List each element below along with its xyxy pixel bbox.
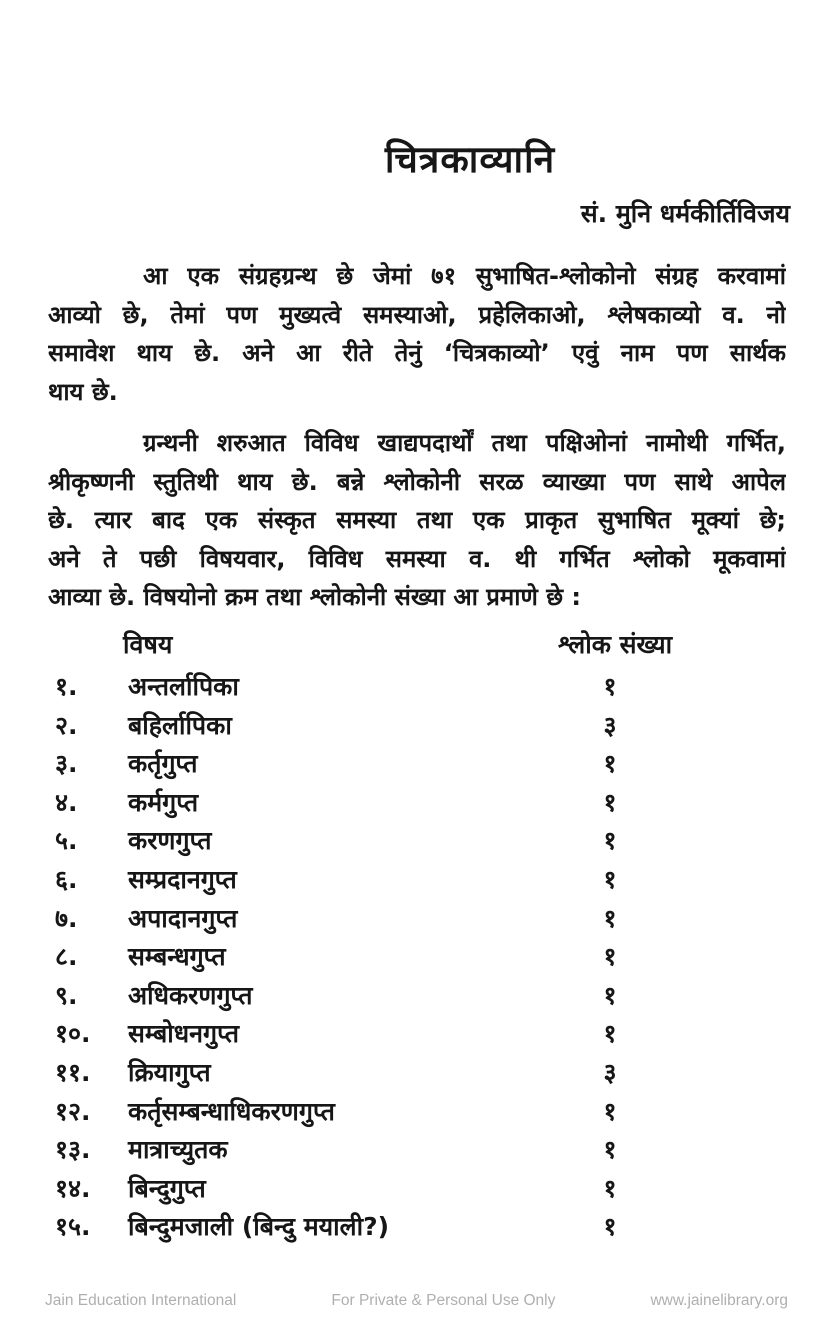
toc-row: [55, 900, 788, 939]
toc-row-number: ११.: [55, 1057, 91, 1087]
toc-row-number: ७.: [55, 903, 78, 933]
toc-row-count: १: [603, 1135, 617, 1165]
page-title: चित्रकाव्यानि: [384, 138, 556, 181]
toc-row-count: १: [603, 1173, 617, 1203]
toc-row-count: १: [603, 672, 617, 701]
toc-row: [55, 1093, 788, 1132]
scan-footer: [45, 1292, 788, 1310]
toc-row-number: १.: [55, 672, 78, 701]
toc-row-subject: बहिर्लापिका: [128, 710, 232, 740]
contents-header-shloka-count: श्लोक संख्या: [558, 630, 673, 659]
footer-publisher: Jain Education International: [45, 1292, 237, 1309]
toc-row-number: ९.: [55, 980, 78, 1010]
toc-row-number: ६.: [55, 864, 78, 894]
toc-row-subject: कर्तृगुप्त: [128, 749, 198, 779]
intro-paragraph-2: [48, 424, 786, 617]
toc-row-number: ८.: [55, 942, 78, 972]
toc-row-number: १५.: [55, 1212, 91, 1242]
paragraph-line: आव्या छे. विषयोनो क्रम तथा श्लोकोनी संख्या आ प्रमाणे छे :: [48, 583, 581, 611]
toc-row-number: ४.: [55, 787, 78, 817]
contents-list: [55, 668, 788, 1247]
toc-row-number: १३.: [55, 1135, 91, 1165]
footer-usage-notice: For Private & Personal Use Only: [331, 1292, 556, 1309]
toc-row-number: ३.: [55, 749, 78, 779]
toc-row: [55, 938, 788, 977]
paragraph-line: श्रीकृष्णनी स्तुतिथी थाय छे. बन्ने श्लोकोनी सरळ व्याख्या पण साथे आपेल: [48, 467, 786, 496]
toc-row-count: १: [603, 903, 617, 933]
toc-row-count: १: [603, 787, 617, 817]
toc-row: [55, 1015, 788, 1054]
toc-row: [55, 1131, 788, 1170]
toc-row: [55, 822, 788, 861]
toc-row-subject: अधिकरणगुप्त: [128, 980, 253, 1010]
toc-row-subject: सम्बोधनगुप्त: [128, 1019, 240, 1049]
toc-row-subject: कर्मगुप्त: [128, 787, 199, 817]
footer-website: www.jainelibrary.org: [650, 1292, 788, 1309]
paragraph-line: छे. त्यार बाद एक संस्कृत समस्या तथा एक प्राकृत सुभाषित मूक्यां छे;: [48, 506, 786, 534]
toc-row-count: १: [603, 942, 617, 972]
toc-row-number: १०.: [55, 1019, 91, 1049]
toc-row-count: १: [603, 980, 617, 1010]
toc-row-subject: क्रियागुप्त: [128, 1057, 211, 1087]
toc-row: [55, 1170, 788, 1209]
toc-row-subject: कर्तृसम्बन्धाधिकरणगुप्त: [128, 1096, 335, 1126]
toc-row-subject: सम्प्रदानगुप्त: [128, 864, 237, 894]
toc-row: [55, 861, 788, 900]
editor-byline: सं. मुनि धर्मकीर्तिविजय: [580, 199, 790, 228]
toc-row-subject: अन्तर्लापिका: [128, 672, 239, 701]
paragraph-line: आव्यो छे, तेमां पण मुख्यत्वे समस्याओ, प्रहेलिकाओ, श्लेषकाव्यो व. नो: [48, 300, 786, 329]
toc-row-subject: अपादानगुप्त: [128, 903, 238, 933]
toc-row-count: १: [603, 749, 617, 779]
toc-row: [55, 977, 788, 1016]
toc-row-count: १: [603, 826, 617, 856]
paragraph-line: थाय छे.: [48, 377, 118, 406]
toc-row: [55, 784, 788, 823]
toc-row: [55, 1054, 788, 1093]
toc-row-subject: सम्बन्धगुप्त: [128, 942, 226, 972]
paragraph-line: आ एक संग्रहग्रन्थ छे जेमां ७१ सुभाषित-श्लोकोनो संग्रह करवामां: [143, 262, 786, 290]
paragraph-line: समावेश थाय छे. अने आ रीते तेनुं ‘चित्रकाव्यो’ एवुं नाम पण सार्थक: [48, 339, 786, 367]
toc-row-subject: बिन्दुमजाली (बिन्दु मयाली?): [128, 1212, 390, 1242]
toc-row-count: ३: [603, 710, 617, 740]
contents-header-subject: विषय: [123, 630, 173, 659]
toc-row-count: १: [603, 1212, 617, 1242]
toc-row-count: १: [603, 1019, 617, 1049]
toc-row: [55, 745, 788, 784]
toc-row-subject: करणगुप्त: [128, 826, 212, 856]
paragraph-line: अने ते पछी विषयवार, विविध समस्या व. थी गर्भित श्लोको मूकवामां: [48, 544, 786, 573]
toc-row-subject: मात्राच्युतक: [128, 1135, 228, 1165]
intro-paragraph-1: [48, 257, 786, 411]
toc-row: [55, 1208, 788, 1247]
toc-row-count: ३: [603, 1057, 617, 1087]
toc-row: [55, 668, 788, 707]
toc-row-subject: बिन्दुगुप्त: [128, 1173, 206, 1203]
toc-row-number: १४.: [55, 1173, 91, 1203]
toc-row-number: २.: [55, 710, 78, 740]
toc-row-number: ५.: [55, 826, 78, 856]
toc-row-number: १२.: [55, 1096, 91, 1126]
toc-row-count: १: [603, 1096, 617, 1126]
toc-row: [55, 707, 788, 746]
paragraph-line: ग्रन्थनी शरुआत विविध खाद्यपदार्थों तथा पक्षिओनां नामोथी गर्भित,: [143, 429, 786, 457]
toc-row-count: १: [603, 864, 617, 894]
